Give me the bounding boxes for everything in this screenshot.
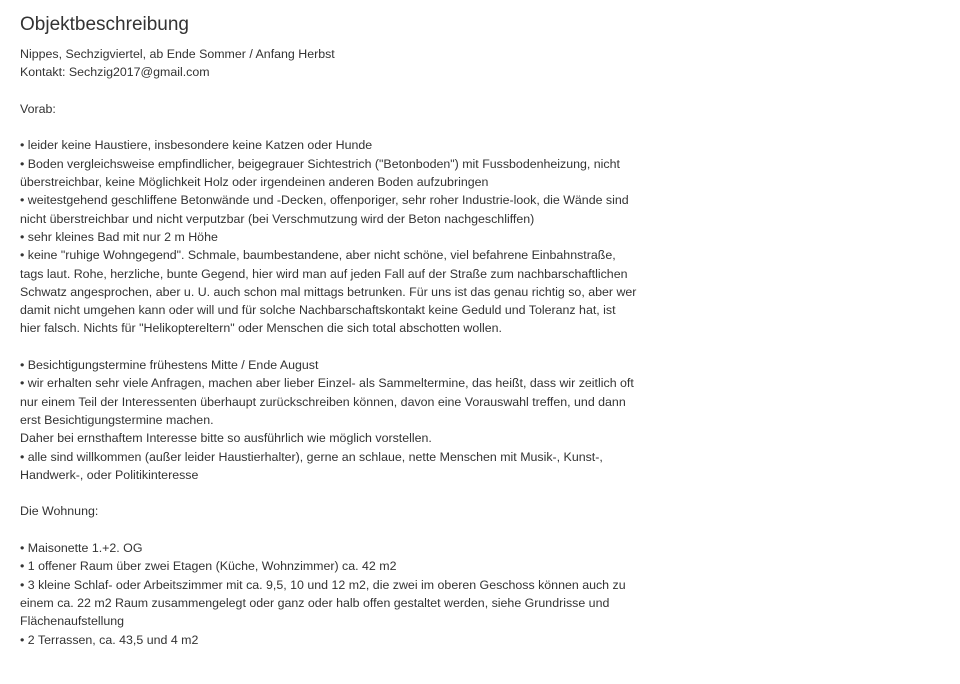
description-line: Daher bei ernsthaftem Interesse bitte so ausführlich wie möglich vorstellen. bbox=[20, 431, 432, 446]
description-line: überstreichbar, keine Möglichkeit Holz oder irgendeinen anderen Boden aufzubringen bbox=[20, 175, 489, 190]
blank-line bbox=[20, 118, 660, 136]
description-line: • sehr kleines Bad mit nur 2 m Höhe bbox=[20, 229, 218, 244]
section-title: Objektbeschreibung bbox=[20, 14, 189, 35]
description-line: Die Wohnung: bbox=[20, 504, 99, 519]
description-line: Kontakt: Sechzig2017@gmail.com bbox=[20, 65, 210, 80]
description-line: tags laut. Rohe, herzliche, bunte Gegend, hier wird man auf jeden Fall auf der Straße zum nachbarschaftlichen bbox=[20, 266, 628, 281]
description-text bbox=[20, 45, 660, 649]
description-line: nur einem Teil der Interessenten überhaupt zurückschreiben können, davon eine Vorauswahl treffen, und dann bbox=[20, 394, 626, 409]
description-line: einem ca. 22 m2 Raum zusammengelegt oder ganz oder halb offen gestaltet werden, siehe Grundrisse und bbox=[20, 595, 610, 610]
description-line: • Maisonette 1.+2. OG bbox=[20, 541, 143, 556]
blank-line bbox=[20, 338, 660, 356]
description-line: • 3 kleine Schlaf- oder Arbeitszimmer mit ca. 9,5, 10 und 12 m2, die zwei im oberen Geschoss können auch zu bbox=[20, 577, 626, 592]
description-line: Handwerk-, oder Politikinteresse bbox=[20, 467, 199, 482]
description-line: Nippes, Sechzigviertel, ab Ende Sommer / Anfang Herbst bbox=[20, 47, 335, 61]
description-line: • Boden vergleichsweise empfindlicher, beigegrauer Sichtestrich ("Betonboden") mit Fussbodenheizung, nicht bbox=[20, 156, 620, 171]
description-line: • 2 Terrassen, ca. 43,5 und 4 m2 bbox=[20, 632, 199, 647]
description-line: • alle sind willkommen (außer leider Haustierhalter), gerne an schlaue, nette Menschen mit Musik-, Kunst-, bbox=[20, 449, 603, 464]
description-line: nicht überstreichbar und nicht verputzbar (bei Verschmutzung wird der Beton nachgeschliffen) bbox=[20, 211, 535, 226]
description-line: • leider keine Haustiere, insbesondere keine Katzen oder Hunde bbox=[20, 138, 373, 153]
description-line: hier falsch. Nichts für "Helikoptereltern" oder Menschen die sich total abschotten wollen. bbox=[20, 321, 502, 336]
description-line: erst Besichtigungstermine machen. bbox=[20, 412, 214, 427]
description-line: • keine "ruhige Wohngegend". Schmale, baumbestandene, aber nicht schöne, viel befahrene Einbahnstraße, bbox=[20, 248, 616, 263]
description-line: • wir erhalten sehr viele Anfragen, machen aber lieber Einzel- als Sammeltermine, das heißt, dass wir zeitlich oft bbox=[20, 376, 634, 391]
description-line: Vorab: bbox=[20, 101, 56, 116]
description-line: damit nicht umgehen kann oder will und für solche Nachbarschaftskontakt keine Geduld und Toleranz hat, ist bbox=[20, 303, 616, 318]
description-line: • 1 offener Raum über zwei Etagen (Küche, Wohnzimmer) ca. 42 m2 bbox=[20, 559, 397, 574]
blank-line bbox=[20, 521, 660, 539]
blank-line bbox=[20, 82, 660, 100]
description-line: • weitestgehend geschliffene Betonwände und -Decken, offenporiger, sehr roher Industrie-look, die Wände sind bbox=[20, 193, 629, 208]
description-line: Flächenaufstellung bbox=[20, 614, 125, 629]
object-description-panel bbox=[20, 11, 660, 649]
description-line: • Besichtigungstermine frühestens Mitte / Ende August bbox=[20, 358, 319, 373]
blank-line bbox=[20, 484, 660, 502]
description-line: Schwatz angesprochen, aber u. U. auch schon mal mittags betrunken. Für uns ist das genau richtig so, aber wer bbox=[20, 284, 637, 299]
